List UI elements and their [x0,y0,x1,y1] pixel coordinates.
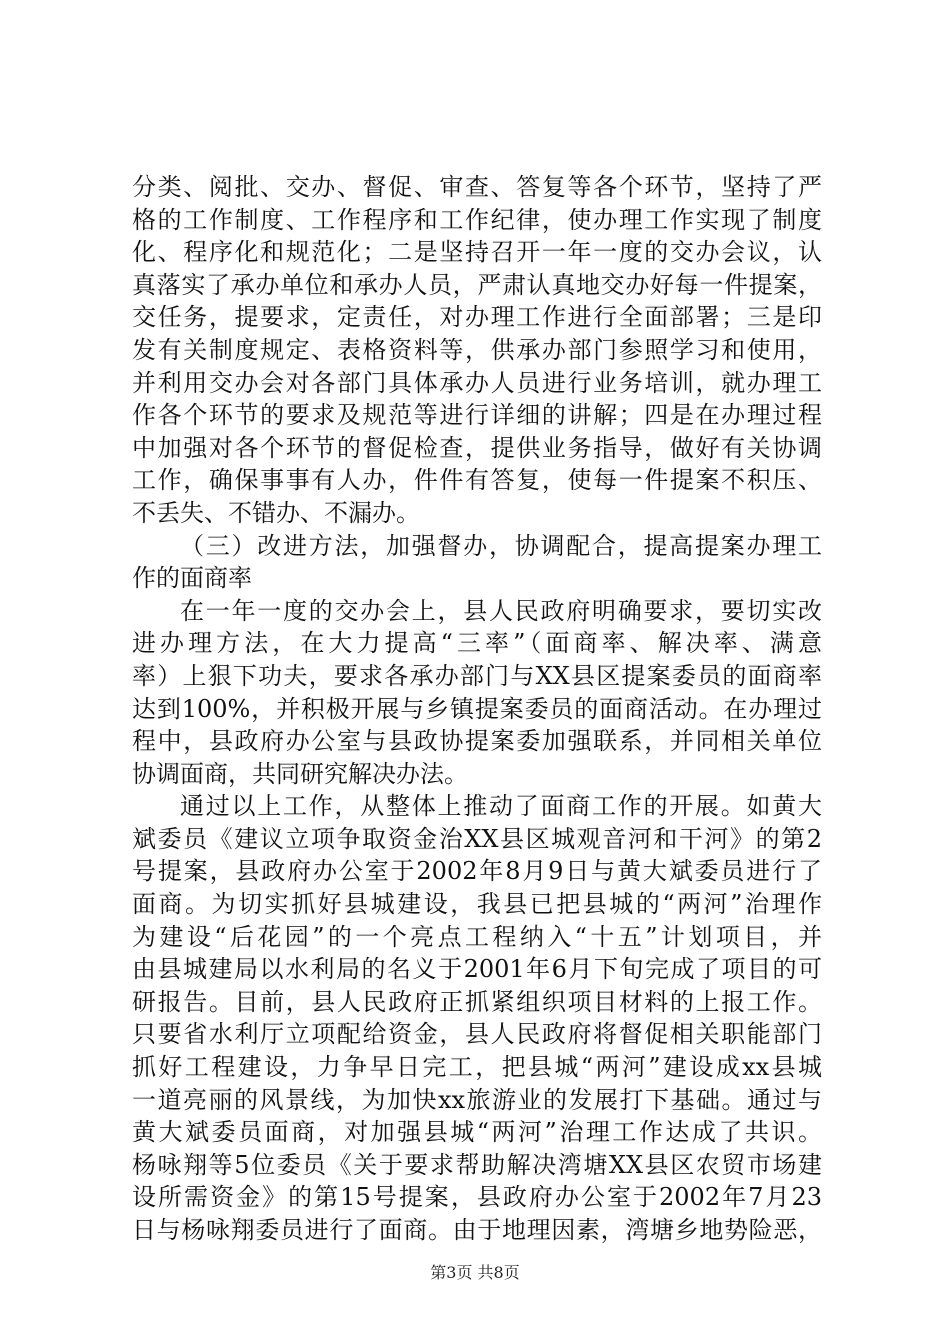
text-line: 程中，县政府办公室与县政协提案委加强联系，并同相关单位 [132,727,822,756]
text-line: 分类、阅批、交办、督促、审查、答复等各个环节，坚持了严 [132,173,822,201]
text-line: 通过以上工作，从整体上推动了面商工作的开展。如黄大 [180,792,822,821]
section-heading-line: 作的面商率 [132,564,252,593]
text-line: 化、程序化和规范化；二是坚持召开一年一度的交办会议，认 [132,238,822,267]
text-line: 率）上狠下功夫，要求各承办部门与XX县区提案委员的面商率 [132,661,822,690]
section-heading-line: （三）改进方法，加强督办，协调配合，提高提案办理工 [180,531,822,560]
text-line: 日与杨咏翔委员进行了面商。由于地理因素，湾塘乡地势险恶， [132,1216,822,1244]
text-line: 并利用交办会对各部门具体承办人员进行业务培训，就办理工 [132,368,822,397]
text-line: 为建设“后花园”的一个亮点工程纳入“十五”计划项目，并 [132,922,822,951]
text-line: 交任务，提要求，定责任，对办理工作进行全面部署；三是印 [132,303,822,332]
body-text [132,171,822,1247]
text-line: 达到100%，并积极开展与乡镇提案委员的面商活动。在办理过 [132,694,822,723]
text-line: 进办理方法，在大力提高“三率”（面商率、解决率、满意 [132,629,822,658]
text-line: 只要省水利厅立项配给资金，县人民政府将督促相关职能部门 [132,1020,822,1049]
text-line: 格的工作制度、工作程序和工作纪律，使办理工作实现了制度 [132,205,822,234]
text-line: 杨咏翔等5位委员《关于要求帮助解决湾塘XX县区农贸市场建 [132,1150,822,1179]
text-line: 面商。为切实抓好县城建设，我县已把县城的“两河”治理作 [132,890,822,919]
text-line: 号提案，县政府办公室于2002年8月9日与黄大斌委员进行了 [132,857,822,886]
text-line: 抓好工程建设，力争早日完工，把县城“两河”建设成xx县城 [132,1053,822,1082]
text-line: 中加强对各个环节的督促检查，提供业务指导，做好有关协调 [132,433,822,462]
text-line: 由县城建局以水利局的名义于2001年6月下旬完成了项目的可 [132,955,822,984]
page-number-footer: 第3页 共8页 [430,1263,520,1282]
text-line: 一道亮丽的风景线，为加快xx旅游业的发展打下基础。通过与 [132,1085,822,1114]
text-line: 发有关制度规定、表格资料等，供承办部门参照学习和使用， [132,335,822,364]
text-line: 工作，确保事事有人办，件件有答复，使每一件提案不积压、 [132,466,822,495]
text-line: 研报告。目前，县人民政府正抓紧组织项目材料的上报工作。 [132,987,822,1016]
text-line: 斌委员《建议立项争取资金治XX县区城观音河和干河》的第2 [132,824,822,853]
text-line: 设所需资金》的第15号提案，县政府办公室于2002年7月23 [132,1183,822,1212]
text-line: 不丢失、不错办、不漏办。 [132,498,420,527]
text-line: 在一年一度的交办会上，县人民政府明确要求，要切实改 [180,596,822,625]
text-line: 真落实了承办单位和承办人员，严肃认真地交办好每一件提案， [132,270,822,299]
text-line: 协调面商，共同研究解决办法。 [132,759,468,788]
text-line: 黄大斌委员面商，对加强县城“两河”治理工作达成了共识。 [132,1118,822,1147]
text-line: 作各个环节的要求及规范等进行详细的讲解；四是在办理过程 [132,401,822,430]
